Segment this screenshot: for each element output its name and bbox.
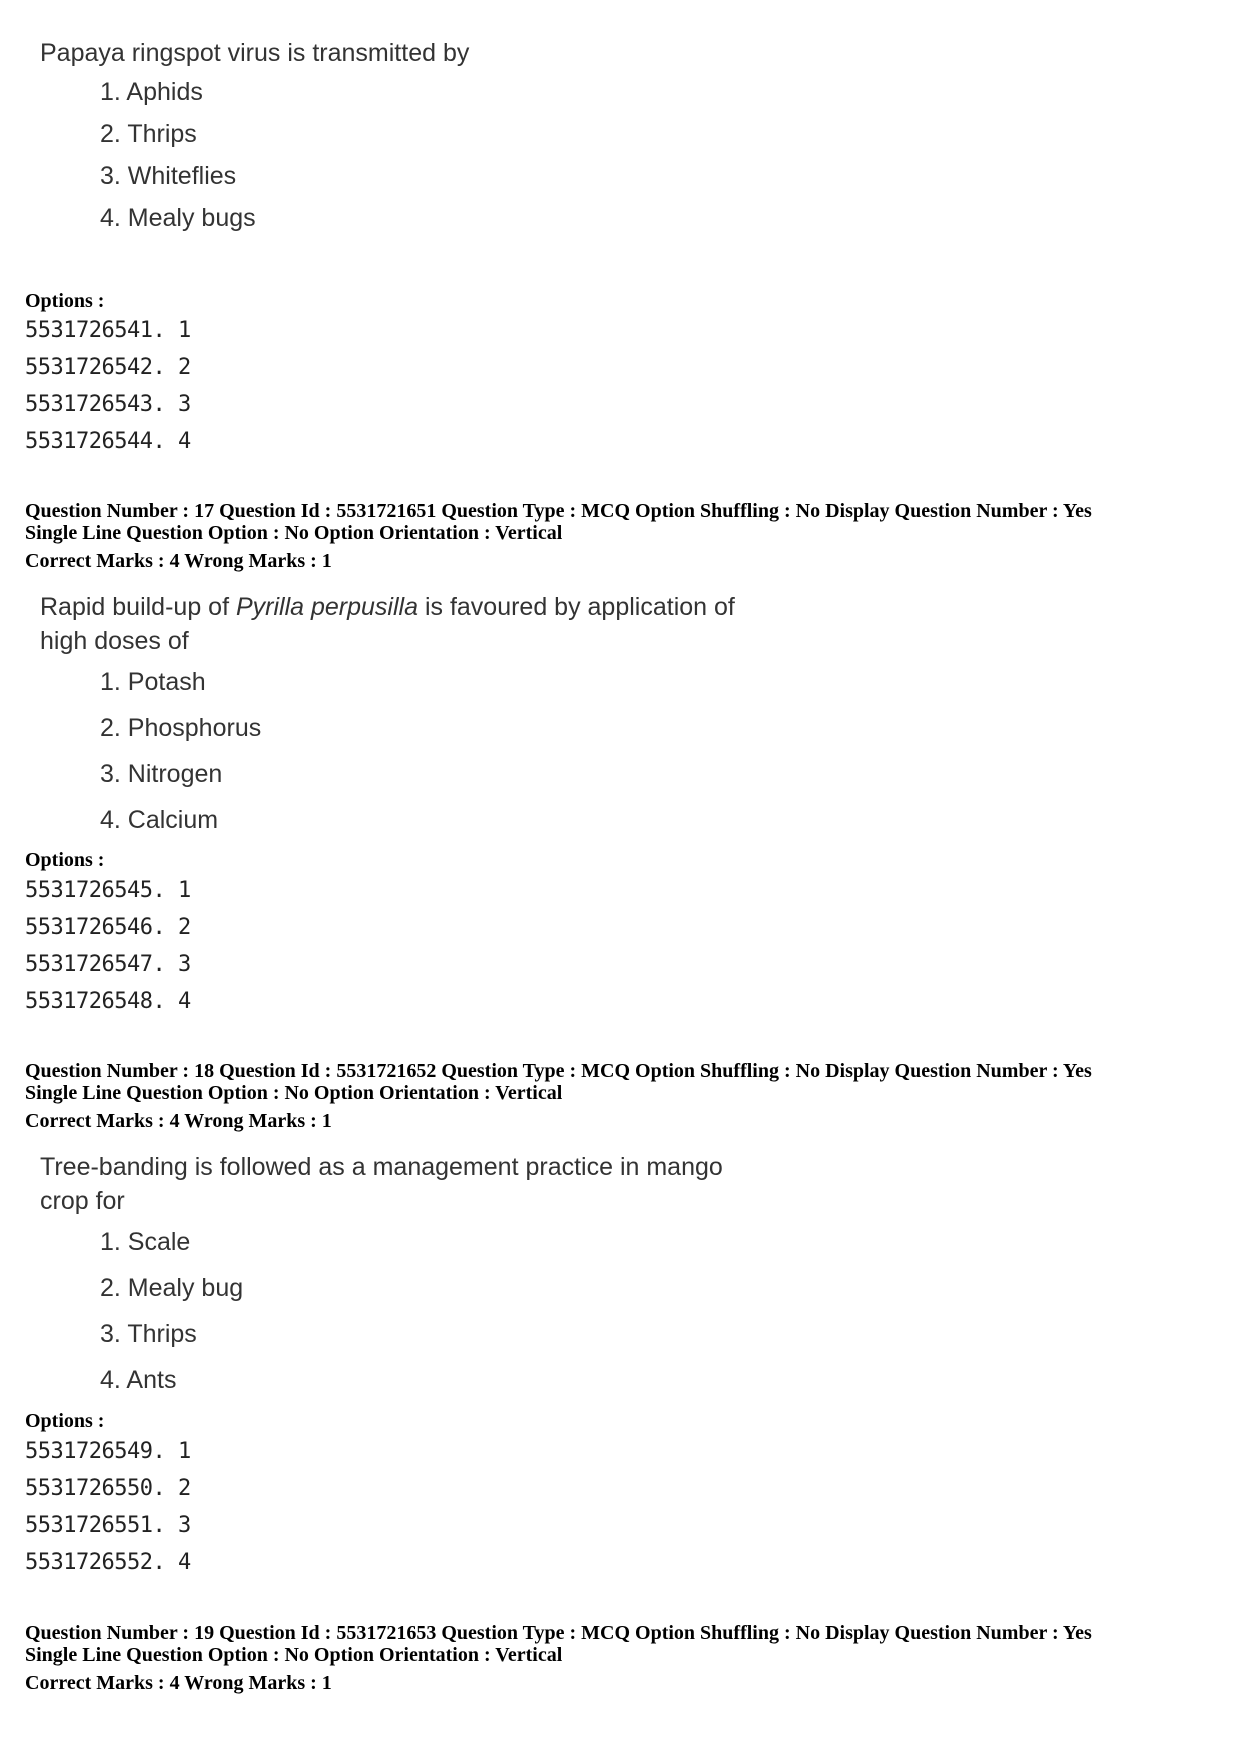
question-stem-line2: high doses of [40,627,189,655]
marks-line: Correct Marks : 4 Wrong Marks : 1 [25,550,332,572]
option-id: 5531726543. 3 [25,392,191,417]
question-stem-suffix: is favoured by application of [418,593,735,621]
question-meta-line: Single Line Question Option : No Option Orientation : Vertical [25,1082,563,1104]
option-id: 5531726549. 1 [25,1439,191,1464]
question-choice: 1. Potash [100,668,206,696]
options-label: Options : [25,1410,105,1432]
option-id: 5531726542. 2 [25,355,191,380]
species-name: Pyrilla perpusilla [235,593,418,621]
option-id: 5531726544. 4 [25,429,191,454]
question-choice: 4. Calcium [100,806,219,834]
question-choice: 1. Scale [100,1228,191,1256]
option-id: 5531726552. 4 [25,1550,191,1575]
options-label: Options : [25,849,105,871]
option-id: 5531726550. 2 [25,1476,191,1501]
question-meta-line: Question Number : 19 Question Id : 5531721653 Question Type : MCQ Option Shuffling : No Display Question Number : Yes [25,1622,1092,1644]
marks-line: Correct Marks : 4 Wrong Marks : 1 [25,1110,332,1132]
question-stem [40,1150,723,1218]
marks-line: Correct Marks : 4 Wrong Marks : 1 [25,1672,332,1694]
option-id: 5531726547. 3 [25,952,191,977]
question-meta-line: Question Number : 18 Question Id : 5531721652 Question Type : MCQ Option Shuffling : No Display Question Number : Yes [25,1060,1092,1082]
question-meta-line: Question Number : 17 Question Id : 5531721651 Question Type : MCQ Option Shuffling : No Display Question Number : Yes [25,500,1092,522]
option-id: 5531726548. 4 [25,989,191,1014]
question-choice: 2. Phosphorus [100,714,262,742]
question-meta-line: Single Line Question Option : No Option Orientation : Vertical [25,522,563,544]
question-stem-line1: Tree-banding is followed as a management practice in mango [40,1153,723,1181]
question-choice: 3. Nitrogen [100,760,223,788]
question-stem [40,590,735,658]
question-choice: 4. Ants [100,1366,177,1394]
question-choice: 3. Whiteflies [100,162,237,190]
options-label: Options : [25,290,105,312]
option-id: 5531726545. 1 [25,878,191,903]
question-stem-line2: crop for [40,1187,125,1215]
question-stem-prefix: Rapid build-up of [40,593,236,621]
question-choice: 3. Thrips [100,1320,197,1348]
question-meta-line: Single Line Question Option : No Option Orientation : Vertical [25,1644,563,1666]
question-choice: 2. Mealy bug [100,1274,244,1302]
option-id: 5531726541. 1 [25,318,191,343]
question-choice: 4. Mealy bugs [100,204,256,232]
question-choice: 1. Aphids [100,78,203,106]
question-stem: Papaya ringspot virus is transmitted by [40,39,470,67]
question-choice: 2. Thrips [100,120,197,148]
option-id: 5531726546. 2 [25,915,191,940]
option-id: 5531726551. 3 [25,1513,191,1538]
